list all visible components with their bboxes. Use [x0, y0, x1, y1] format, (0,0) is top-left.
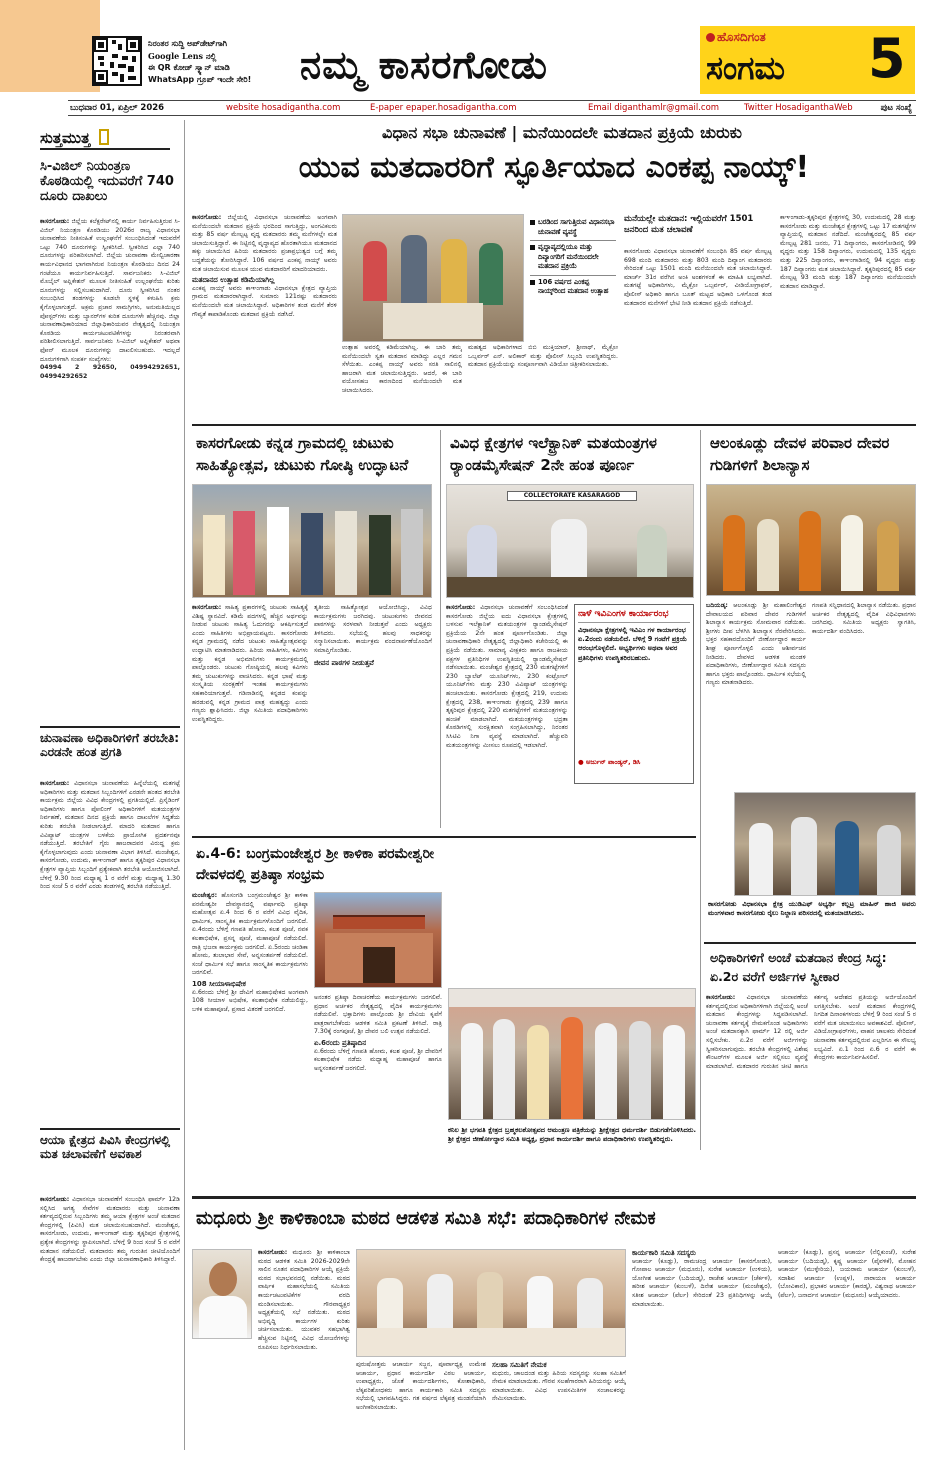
photo-figure	[877, 521, 899, 591]
chutuku-body: ಸಾಹಿತ್ಯ ಪ್ರಕಾರಗಳಲ್ಲಿ ಚುಟುಕು ಸಾಹಿತ್ಯಕ್ಕೆ ವಿಶಿಷ್ಟ ಸ್ಥಾನವಿದೆ. ಕಡಿಮೆ ಪದಗಳಲ್ಲಿ ಹೆಚ್ಚಿನ ಅರ್ಥವನ್ನು ನೀಡುವ ಚುಟುಕು ಸಾಹಿತ್ಯ ಓದುಗರನ್ನು ಆಕರ್ಷಿಸುತ್ತದೆ ಎಂದು ಸಾಹಿತಿಗಳು ಅಭಿಪ್ರಾಯಪಟ್ಟರು. ಕಾಸರಗೋಡು ಕನ್ನಡ ಗ್ರಾಮದಲ್ಲಿ ನಡೆದ ಚುಟುಕು ಸಾಹಿತ್ಯೋತ್ಸವವನ್ನು ಉದ್ಘಾಟಿಸಿ ಮಾತನಾಡಿದರು. ಹಿರಿಯ ಸಾಹಿತಿಗಳು, ಕವಿಗಳು ಮತ್ತು ಕನ್ನಡ ಅಭಿಮಾನಿಗಳು ಕಾರ್ಯಕ್ರಮದಲ್ಲಿ ಪಾಲ್ಗೊಂಡರು. ಚುಟುಕು ಗೋಷ್ಠಿಯಲ್ಲಿ ಹಲವು ಕವಿಗಳು ತಮ್ಮ ಚುಟುಕುಗಳನ್ನು ವಾಚಿಸಿದರು. ಕನ್ನಡ ಭಾಷೆ ಮತ್ತು ಸಂಸ್ಕೃತಿಯ ಸಂರಕ್ಷಣೆಗೆ ಇಂತಹ ಕಾರ್ಯಕ್ರಮಗಳು ಸಹಕಾರಿಯಾಗುತ್ತವೆ. ಗಡಿನಾಡಿನಲ್ಲಿ ಕನ್ನಡದ ಕಂಪನ್ನು ಹರಡುವಲ್ಲಿ ಕನ್ನಡ ಗ್ರಾಮದ ಪಾತ್ರ ಮಹತ್ವದ್ದು ಎಂದು ಗಣ್ಯರು ಶ್ಲಾಘಿಸಿದರು. ಜಿಲ್ಲಾ ಸಮಿತಿಯ ಪದಾಧಿಕಾರಿಗಳು ಉಪಸ್ಥಿತರಿದ್ದರು.	[192, 604, 308, 723]
photo-figure	[561, 1017, 583, 1119]
photo-figure	[629, 1021, 651, 1119]
sidebar-story3-body	[40, 1196, 180, 1446]
qr-line-2: Google Lens ನಲ್ಲಿ	[148, 51, 217, 61]
madhur-col4	[632, 1249, 772, 1449]
sidebar-story3-dateline: ಕಾಸರಗೋಡು:	[40, 1196, 70, 1203]
highlight-item: ವೃದ್ಧಾಪ್ಯದಲ್ಲಿಯೂ ಮತ್ತು ದಿವ್ಯಾಂಗರಿಗೆ ಮನೆಯಿಂದಲೇ ಮತದಾನ ಪ್ರಕ್ರಿಯೆ	[530, 241, 616, 276]
photo-figure	[267, 507, 289, 595]
postal-dateline: ಕಾಸರಗೋಡು:	[706, 994, 736, 1001]
evm-dateline: ಕಾಸರಗೋಡು:	[446, 604, 476, 611]
photo-figure	[447, 577, 694, 598]
postal-headline: ಅಧಿಕಾರಿಗಳಿಗೆ ಅಂಚೆ ಮತದಾನ ಕೇಂದ್ರ ಸಿದ್ಧ: ಏ.2ರ ವರೆಗೆ ಅರ್ಜಿಗಳ ಸ್ವೀಕಾರ	[710, 950, 887, 984]
photo-figure	[479, 243, 503, 305]
temple-dateline: ಬದಿಯಡ್ಕ:	[706, 602, 728, 609]
madhur-col4-subhead: ಕಾರ್ಯಕಾರಿ ಸಮಿತಿ ಸದಸ್ಯರು	[632, 1249, 696, 1257]
sidebar-story2-body	[40, 780, 180, 1120]
chutuku-headline: ಕಾಸರಗೋಡು ಕನ್ನಡ ಗ್ರಾಮದಲ್ಲಿ ಚುಟುಕು ಸಾಹಿತ್ಯೋತ್ಸವ, ಚುಟುಕು ಗೋಷ್ಠಿ ಉದ್ಘಾಟನೆ	[196, 434, 409, 474]
website-link[interactable]: website hosadigantha.com	[226, 103, 341, 113]
sidebar-story3-headline: ಆಯಾ ಕ್ಷೇತ್ರದ ಪಿವಿಸಿ ಕೇಂದ್ರಗಳಲ್ಲಿ ಮತ ಚಲಾವಣೆಗೆ ಅವಕಾಶ	[40, 1128, 180, 1162]
kalika-headline: ಏ.4-6: ಬಂಗ್ರಮಂಜೇಶ್ವರ ಶ್ರೀ ಕಾಳಿಕಾ ಪರಮೇಶ್ವರೀ ದೇವಳದಲ್ಲಿ ಪ್ರತಿಷ್ಠಾ ಸಂಭ್ರಮ	[196, 846, 434, 883]
sidebar-story1-dateline: ಕಾಸರಗೋಡು:	[40, 218, 70, 225]
chutuku-subhead: ಜೀವನ ಪಾಠಗಳ ನೀಡುತ್ತವೆ	[314, 658, 374, 667]
twitter-link[interactable]: Twitter HosadiganthaWeb	[744, 103, 853, 113]
column-label-text: ಸುತ್ತಮುತ್ತ	[40, 129, 91, 147]
kalika-dateline: ಮಂಜೇಶ್ವರ:	[192, 892, 218, 899]
photo-figure	[369, 515, 391, 595]
evm-col1	[446, 604, 568, 828]
kalika-body2: ಏ.6ರಂದು ಬೆಳಿಗ್ಗೆ ಶ್ರೀ ದೇವಿಗೆ ಮಹಾಭಿಷೇಕದ ಅಂಗವಾಗಿ 108 ಸೀಯಾಳ ಅಭಿಷೇಕ, ಕಲಶಾಭಿಷೇಕ ನಡೆಯಲಿದ್ದು, ಬಳಿಕ ಮಹಾಪೂಜೆ, ಪ್ರಸಾದ ವಿತರಣೆ ಜರಗಲಿದೆ.	[192, 988, 308, 1013]
sidebar	[40, 120, 185, 1450]
madhur-col1	[258, 1249, 350, 1449]
madhur-col4-text: ಆಚಾರ್ಯ (ಕೂಡ್ಲು), ರಾಮಚಂದ್ರ ಆಚಾರ್ಯ (ಕಾಸರಗೋಡು), ಗೋಪಾಲ ಆಚಾರ್ಯ (ಮಧೂರು), ಸುರೇಶ ಆಚಾರ್ಯ (ಉಳಿಯ), ಯೋಗೀಶ ಆಚಾರ್ಯ (ಬದಿಯಡ್ಕ), ರಾಜೇಶ ಆಚಾರ್ಯ (ಚೆರ್ಕಳ), ಹರೀಶ ಆಚಾರ್ಯ (ಕುಂಬಳೆ), ದಿನೇಶ ಆಚಾರ್ಯ (ಮಂಜೇಶ್ವರ), ಸತೀಶ ಆಚಾರ್ಯ (ಪೆರ್ಲ) ಸೇರಿದಂತೆ 23 ಪ್ರತಿನಿಧಿಗಳನ್ನು ಆಯ್ಕೆ ಮಾಡಲಾಯಿತು.	[632, 1257, 772, 1308]
temple-body: ಆಲಂಕೂಡ್ಲು ಶ್ರೀ ಮಹಾಲಿಂಗೇಶ್ವರ ದೇವಾಲಯದ ಪರಿವಾರ ದೇವರ ಗುಡಿಗಳಿಗೆ ಶಿಲಾನ್ಯಾಸ ಕಾರ್ಯಕ್ರಮ ಸೋಮವಾರ ನಡೆಯಿತು. ಶ್ರೀಗಳು ದೀಪ ಬೆಳಗಿಸಿ ಶಿಲಾನ್ಯಾಸ ನೆರವೇರಿಸಿದರು. ಭಕ್ತರ ಸಹಕಾರದೊಂದಿಗೆ ಜೀರ್ಣೋದ್ಧಾರ ಕಾರ್ಯ ಶೀಘ್ರ ಪೂರ್ಣಗೊಳ್ಳಲಿ ಎಂದು ಆಶೀರ್ವಚನ ನೀಡಿದರು. ದೇವಳದ ಆಡಳಿತ ಮಂಡಳಿ ಪದಾಧಿಕಾರಿಗಳು, ಜೀರ್ಣೋದ್ಧಾರ ಸಮಿತಿ ಸದಸ್ಯರು ಹಾಗೂ ಭಕ್ತರು ಪಾಲ್ಗೊಂಡರು. ಧಾರ್ಮಿಕ ಸಭೆಯಲ್ಲಿ ಗಣ್ಯರು ಮಾತನಾಡಿದರು.	[706, 602, 806, 687]
photo-figure	[441, 239, 467, 305]
issue-date: ಬುಧವಾರ 01, ಏಪ್ರಿಲ್ 2026	[70, 103, 165, 113]
story-temple	[706, 428, 916, 808]
kalika-subhead1: 108 ಸೀಯಾಳಾಭಿಷೇಕ	[192, 979, 246, 988]
photo-figure	[203, 515, 225, 595]
qr-line-1: ನಿರಂತರ ಸುದ್ದಿ ಅಪ್‌ಡೇಟ್‌ಗಾಗಿ	[148, 39, 228, 48]
photo-figure	[595, 1023, 617, 1119]
photo-figure	[199, 1296, 247, 1339]
photo-figure	[663, 1025, 685, 1119]
sidebar-story1-text: ಜಿಲ್ಲೆಯ ಕಲೆಕ್ಟರೇಟ್‌ನಲ್ಲಿ ಕಾರ್ಯ ನಿರ್ವಹಿಸುತ್ತಿರುವ ಸಿ-ವಿಜಿಲ್ ನಿಯಂತ್ರಣ ಕೊಠಡಿಯು 2026ರ ರಾಜ್ಯ ವಿಧಾನಸಭಾ ಚುನಾವಣೆಯ ನೀತಿಸಂಹಿತೆ ಉಲ್ಲಂಘನೆಗೆ ಸಂಬಂಧಿಸಿದಂತೆ ಇದುವರೆಗೆ ಒಟ್ಟು 740 ದೂರುಗಳನ್ನು ಸ್ವೀಕರಿಸಿದೆ. ಸ್ವೀಕರಿಸಿದ ಎಲ್ಲಾ 740 ದೂರುಗಳನ್ನು ಪರಿಹರಿಸಲಾಗಿದೆ. ಜಿಲ್ಲೆಯ ಚುನಾವಣಾ ಮೇಲ್ವಿಚಾರಣಾ ಕಾರ್ಯವಿಧಾನದ ಭಾಗವಾಗಿರುವ ನಿಯಂತ್ರಣ ಕೊಠಡಿಯು ದಿನದ 24 ಗಂಟೆಯೂ ಕಾರ್ಯನಿರ್ವಹಿಸುತ್ತಿದೆ. ಸಾರ್ವಜನಿಕರು ಸಿ-ವಿಜಿಲ್ ಮೊಬೈಲ್ ಅಪ್ಲಿಕೇಶನ್ ಮೂಲಕ ನೀತಿಸಂಹಿತೆ ಉಲ್ಲಂಘನೆಯ ಕುರಿತು ದೂರುಗಳನ್ನು ಸಲ್ಲಿಸಬಹುದಾಗಿದೆ. ದೂರು ಸ್ವೀಕರಿಸಿದ ನಂತರ ಸಂಬಂಧಿಸಿದ ತಂಡಗಳನ್ನು ಕೂಡಲೇ ಸ್ಥಳಕ್ಕೆ ಕಳುಹಿಸಿ ಕ್ರಮ ಕೈಗೊಳ್ಳಲಾಗುತ್ತದೆ. ಅಕ್ರಮ ಪ್ರಚಾರ ಸಾಮಗ್ರಿಗಳು, ಅನುಮತಿಯಿಲ್ಲದ ಪೋಸ್ಟರ್‌ಗಳು ಮತ್ತು ಬ್ಯಾನರ್‌ಗಳ ಕುರಿತ ದೂರುಗಳೇ ಹೆಚ್ಚಿನವು. ಜಿಲ್ಲಾ ಚುನಾವಣಾಧಿಕಾರಿಯಾದ ಜಿಲ್ಲಾಧಿಕಾರಿಯವರ ನೇತೃತ್ವದಲ್ಲಿ ನಿಯಂತ್ರಣ ಕೊಠಡಿಯ ಕಾರ್ಯಚಟುವಟಿಕೆಗಳನ್ನು ನಿರಂತರವಾಗಿ ಪರಿಶೀಲಿಸಲಾಗುತ್ತಿದೆ. ಸಾರ್ವಜನಿಕರು ಸಿ-ವಿಜಿಲ್ ಅಪ್ಲಿಕೇಶನ್ ಅಥವಾ ಫೋನ್ ಮೂಲಕ ದೂರುಗಳನ್ನು ದಾಖಲಿಸಬಹುದು. ಇದಲ್ಲದೆ ದೂರುಗಳಿಗಾಗಿ ಸಂಪರ್ಕ ಸಂಖ್ಯೆಗಳು:	[40, 218, 180, 363]
masthead	[0, 0, 945, 118]
photo-figure	[401, 235, 427, 305]
railway-caption: ಕಾಸರಗೋಡು ವಿಧಾನಸಭಾ ಕ್ಷೇತ್ರ ಯುಡಿಎಫ್ ಅಭ್ಯರ್ಥಿ ಕಲ್ಲಟ್ರ ಮಾಹಿನ್ ಹಾಜಿ ಅವರು ಮಂಗಳವಾರ ಕಾಸರಗೋಡು ರೈಲು ನಿಲ್ದಾಣ ಪರಿಸರದಲ್ಲಿ ಮತಯಾಚಿಸಿದರು.	[708, 900, 916, 917]
evm-headline: ವಿವಿಧ ಕ್ಷೇತ್ರಗಳ ಇಲೆಕ್ಟ್ರಾನಿಕ್ ಮತಯಂತ್ರಗಳ ರ‍್ಯಾಂಡಮೈಸೇಷನ್ 2ನೇ ಹಂತ ಪೂರ್ಣ	[450, 434, 657, 474]
kalika-subhead2: ಏ.6ರಂದು ಪ್ರತಿಷ್ಠಾದಿನ	[314, 1038, 367, 1047]
sidebar-story1-phones: 04994 2 92650, 04994292651, 04994292652	[40, 364, 180, 380]
story-madhur	[192, 1196, 916, 1452]
evm-body: ವಿಧಾನಸಭಾ ಚುನಾವಣೆಗೆ ಸಂಬಂಧಿಸಿದಂತೆ ಕಾಸರಗೋಡು ಜಿಲ್ಲೆಯ ಐದು ವಿಧಾನಸಭಾ ಕ್ಷೇತ್ರಗಳಲ್ಲಿ ಬಳಸುವ ಇಲೆಕ್ಟ್ರಾನಿಕ್ ಮತಯಂತ್ರಗಳ ರ‍್ಯಾಂಡಮೈಸೇಷನ್ ಪ್ರಕ್ರಿಯೆಯ 2ನೇ ಹಂತ ಪೂರ್ಣಗೊಂಡಿತು. ಜಿಲ್ಲಾ ಚುನಾವಣಾಧಿಕಾರಿ ನೇತೃತ್ವದಲ್ಲಿ ಜಿಲ್ಲಾಧಿಕಾರಿ ಕಚೇರಿಯಲ್ಲಿ ಈ ಪ್ರಕ್ರಿಯೆ ನಡೆಯಿತು. ಸಾಮಾನ್ಯ ವೀಕ್ಷಕರು ಹಾಗೂ ರಾಜಕೀಯ ಪಕ್ಷಗಳ ಪ್ರತಿನಿಧಿಗಳ ಉಪಸ್ಥಿತಿಯಲ್ಲಿ ರ‍್ಯಾಂಡಮೈಸೇಷನ್ ನಡೆಸಲಾಯಿತು. ಮಂಜೇಶ್ವರ ಕ್ಷೇತ್ರದಲ್ಲಿ 230 ಮತಗಟ್ಟೆಗಳಿಗೆ 230 ಬ್ಯಾಲೆಟ್ ಯೂನಿಟ್‌ಗಳು, 230 ಕಂಟ್ರೋಲ್ ಯೂನಿಟ್‌ಗಳು ಮತ್ತು 230 ವಿವಿಪ್ಯಾಟ್ ಯಂತ್ರಗಳನ್ನು ಹಂಚಲಾಯಿತು. ಕಾಸರಗೋಡು ಕ್ಷೇತ್ರದಲ್ಲಿ 219, ಉದುಮ ಕ್ಷೇತ್ರದಲ್ಲಿ 238, ಕಾಞಂಗಾಡು ಕ್ಷೇತ್ರದಲ್ಲಿ 239 ಹಾಗೂ ತೃಕ್ಕರಿಪುರ ಕ್ಷೇತ್ರದಲ್ಲಿ 220 ಮತಗಟ್ಟೆಗಳಿಗೆ ಮತಯಂತ್ರಗಳನ್ನು ಹಂಚಿಕೆ ಮಾಡಲಾಗಿದೆ. ಮತಯಂತ್ರಗಳನ್ನು ಭದ್ರತಾ ಕೊಠಡಿಗಳಲ್ಲಿ ಸುರಕ್ಷಿತವಾಗಿ ಸಂಗ್ರಹಿಸಲಾಗಿದ್ದು, ನಿರಂತರ ಸಿಸಿಟಿವಿ ನಿಗಾ ವ್ಯವಸ್ಥೆ ಮಾಡಲಾಗಿದೆ. ಹೆಚ್ಚುವರಿ ಮತಯಂತ್ರಗಳನ್ನು ಮೀಸಲು ರೂಪದಲ್ಲಿ ಇಡಲಾಗಿದೆ.	[446, 604, 568, 749]
madhur-col3	[492, 1361, 626, 1453]
lead-col1b-text: ಎಂಕಪ್ಪ ನಾಯ್ಕ್ ಅವರು ಕಾಞಂಗಾಡು ವಿಧಾನಸಭಾ ಕ್ಷೇತ್ರದ ವ್ಯಾಪ್ತಿಯ ಗ್ರಾಮದ ಮತದಾರರಾಗಿದ್ದಾರೆ. ಸುಮಾರು 121ರಷ್ಟು ಮತದಾರರು ಮನೆಯಿಂದಲೇ ಮತ ಚಲಾಯಿಸಿದ್ದಾರೆ. ಅಧಿಕಾರಿಗಳ ತಂಡ ಮನೆಗೆ ತೆರಳಿ ಗೌಪ್ಯತೆ ಕಾಪಾಡಿಕೊಂಡು ಮತದಾನ ಪ್ರಕ್ರಿಯೆ ನಡೆಸಿದೆ.	[192, 284, 337, 318]
edition-title: ನಮ್ಮ ಕಾಸರಗೋಡು	[300, 43, 549, 87]
lead-story	[192, 122, 916, 422]
madhur-dateline: ಕಾಸರಗೋಡು:	[258, 1249, 288, 1256]
highlight-item: ಬರಡಿಂದ ಸಾಗುತ್ತಿರುವ ವಿಧಾನಸಭಾ ಚುನಾವಣೆ ವ್ಯವಸ್ಥೆ	[530, 216, 616, 241]
lead-subhead: ಮತದಾನದ ಉತ್ಸಾಹ ಕಡಿಮೆಯಾಗಿಲ್ಲ	[192, 276, 275, 285]
lead-col1	[192, 214, 337, 414]
madhur-col1-text: ಮಧೂರು ಶ್ರೀ ಕಾಳಿಕಾಂಬಾ ಮಠದ ಆಡಳಿತ ಸಮಿತಿ 2026-2029ನೇ ಸಾಲಿನ ನೂತನ ಪದಾಧಿಕಾರಿಗಳ ಆಯ್ಕೆ ಪ್ರಕ್ರಿಯೆ ಮಠದ ಸಭಾಭವನದಲ್ಲಿ ನಡೆಯಿತು. ಮಠದ ವಾರ್ಷಿಕ ಮಹಾಸಭೆಯಲ್ಲಿ ಸಮಿತಿಯ ಕಾರ್ಯಚಟುವಟಿಕೆಗಳ ವರದಿ ಮಂಡಿಸಲಾಯಿತು. ಗೌರವಾಧ್ಯಕ್ಷರ ಅಧ್ಯಕ್ಷತೆಯಲ್ಲಿ ಸಭೆ ನಡೆಯಿತು. ಮಠದ ಅಭಿವೃದ್ಧಿ ಕಾರ್ಯಗಳ ಕುರಿತು ಚರ್ಚಿಸಲಾಯಿತು. ಯುವಕರ ಸಹಭಾಗಿತ್ವ ಹೆಚ್ಚಿಸುವ ನಿಟ್ಟಿನಲ್ಲಿ ವಿವಿಧ ಯೋಜನೆಗಳನ್ನು ರೂಪಿಸಲು ನಿರ್ಧರಿಸಲಾಯಿತು.	[258, 1249, 350, 1351]
evm-photo	[446, 484, 694, 598]
lead-col2: ಉತ್ಸಾಹ ಅವರಲ್ಲಿ ಕಡಿಮೆಯಾಗಿಲ್ಲ. ಈ ಬಾರಿ ತಮ್ಮ ಮನೆಯಿಂದಲೇ ಸ್ವತಃ ಮತದಾನ ಮಾಡಿದ್ದು ಎಲ್ಲರ ಗಮನ ಸೆಳೆಯಿತು. ಎಂಕಪ್ಪ ನಾಯ್ಕ್ ಅವರು ಸರತಿ ಸಾಲಿನಲ್ಲಿ ಹಾಜರಾಗಿ ಮತ ಚಲಾಯಿಸುತ್ತಿದ್ದರು. ಆದರೆ, ಈ ಬಾರಿ ವಯೋಸಹಜ ಕಾರಣದಿಂದ ಮನೆಯಿಂದಲೇ ಮತ ಚಲಾಯಿಸಿದರು.	[342, 344, 462, 394]
brand-logo	[706, 30, 766, 45]
lead-headline: ಯುವ ಮತದಾರರಿಗೆ ಸ್ಫೂರ್ತಿಯಾದ ಎಂಕಪ್ಪ ನಾಯ್ಕ್!	[298, 150, 810, 185]
brand-circle-icon	[706, 33, 715, 42]
book-release-caption: ಕನಿಲ ಶ್ರೀ ಭಗವತಿ ಕ್ಷೇತ್ರದ ಬ್ರಹ್ಮಕಲಶೋತ್ಸವದ ಆಮಂತ್ರಣ ಪತ್ರಿಕೆಯನ್ನು ಶ್ರೀಕ್ಷೇತ್ರದ ಧರ್ಮದರ್ಶಿ ಬಿಡುಗಡೆಗೊಳಿಸಿದರು. ಶ್ರೀ ಕ್ಷೇತ್ರದ ಜೀರ್ಣೋದ್ಧಾರ ಸಮಿತಿ ಅಧ್ಯಕ್ಷ, ಪ್ರಧಾನ ಕಾರ್ಯದರ್ಶಿ ಹಾಗೂ ಪದಾಧಿಕಾರಿಗಳು ಉಪಸ್ಥಿತರಿದ್ದರು.	[448, 1126, 696, 1143]
temple-headline: ಆಲಂಕೂಡ್ಲು ದೇವಳ ಪರಿವಾರ ದೇವರ ಗುಡಿಗಳಿಗೆ ಶಿಲಾನ್ಯಾಸ	[710, 434, 890, 474]
qr-code[interactable]	[92, 36, 142, 86]
lead-col1-text: ಜಿಲ್ಲೆಯಲ್ಲಿ ವಿಧಾನಸಭಾ ಚುನಾವಣೆಯ ಅಂಗವಾಗಿ ಮನೆಯಿಂದಲೇ ಮತದಾನ ಪ್ರಕ್ರಿಯೆ ಭರದಿಂದ ಸಾಗುತ್ತಿದ್ದು, ಅಂಗವಿಕಲರು ಮತ್ತು 85 ವರ್ಷ ಮೇಲ್ಪಟ್ಟ ವೃದ್ಧ ಮತದಾರರು ತಮ್ಮ ಮನೆಗಳಲ್ಲೇ ಮತ ಚಲಾಯಿಸುತ್ತಿದ್ದಾರೆ. ಈ ನಿಟ್ಟಿನಲ್ಲಿ ವೃದ್ಧಾಪ್ಯದ ಹೊರತಾಗಿಯೂ ಮತದಾನದ ಹಕ್ಕು ಚಲಾಯಿಸಿದ ಹಿರಿಯ ಮತದಾರರು ಪ್ರಜಾಪ್ರಭುತ್ವದ ಬಗ್ಗೆ ತಮ್ಮ ಬದ್ಧತೆಯನ್ನು ತೋರಿಸಿದ್ದಾರೆ. 106 ವರ್ಷದ ಎಂಕಪ್ಪ ನಾಯ್ಕ್ ಅವರು ಮತ ಚಲಾಯಿಸುವ ಮೂಲಕ ಯುವ ಮತದಾರರಿಗೆ ಮಾದರಿಯಾದರು.	[192, 214, 337, 273]
chutuku-body2: ತೃತೀಯ ಸಾಹಿತ್ಯೋತ್ಸವ ಆಯೋಜಿಸಿದ್ದು, ವಿವಿಧ ಕಾರ್ಯಕ್ರಮಗಳು ಜರಗಿದವು. ಚುಟುಕುಗಳು ಜೀವನದ ಪಾಠಗಳನ್ನು ಸರಳವಾಗಿ ನೀಡುತ್ತವೆ ಎಂದು ಅಧ್ಯಕ್ಷರು ತಿಳಿಸಿದರು. ಸಭೆಯಲ್ಲಿ ಹಲವು ಸಾಧಕರನ್ನು ಸನ್ಮಾನಿಸಲಾಯಿತು. ಕಾರ್ಯಕ್ರಮ ವಂದನಾರ್ಪಣೆಯೊಂದಿಗೆ ಸಮಾಪ್ತಿಗೊಂಡಿತು.	[314, 604, 432, 654]
section-name: ಸಂಗಮ	[706, 49, 785, 87]
divider	[700, 430, 701, 1150]
highlight-item: 106 ವರ್ಷದ ಎಂಕಪ್ಪ ನಾಯ್ಕ್‌ರಿಂದ ಮತದಾನ ಉತ್ಸಾಹ	[530, 276, 616, 300]
photo-figure	[233, 511, 255, 595]
evm-inset-credit: ● ಅರ್ಜುನ್ ಪಾಂಡ್ಯನ್, ಡಿಸಿ	[578, 758, 641, 766]
photo-figure	[835, 821, 859, 896]
sidebar-story2-headline: ಚುನಾವಣಾ ಅಧಿಕಾರಿಗಳಿಗೆ ತರಬೇತಿ: ಎರಡನೇ ಹಂತ ಪ್ರಗತಿ	[40, 726, 180, 760]
photo-figure	[383, 303, 483, 339]
photo-figure	[799, 511, 821, 591]
collectorate-sign: COLLECTORATE KASARAGOD	[507, 491, 637, 501]
brand-name: ಹೊಸದಿಗಂತ	[717, 30, 766, 44]
madhur-col2: ಪುರುಷೋತ್ತಮ ಆಚಾರ್ಯ ಸಜ್ಜನ, ಪೂರ್ವಾಧ್ಯಕ್ಷ ಉಮೇಶ ಆಚಾರ್ಯ, ಪ್ರಧಾನ ಕಾರ್ಯದರ್ಶಿ ವಿಠಲ ಆಚಾರ್ಯ, ಉಪಾಧ್ಯಕ್ಷರು, ಜೊತೆ ಕಾರ್ಯದರ್ಶಿಗಳು, ಕೋಶಾಧಿಕಾರಿ, ಲೆಕ್ಕಪರಿಶೋಧಕರು ಹಾಗೂ ಕಾರ್ಯಕಾರಿ ಸಮಿತಿ ಸದಸ್ಯರು ಸಭೆಯಲ್ಲಿ ಭಾಗವಹಿಸಿದ್ದರು. ಗತ ವರ್ಷದ ಲೆಕ್ಕಪತ್ರ ಮಂಡನೆಯಾಗಿ ಅಂಗೀಕರಿಸಲಾಯಿತು.	[356, 1361, 486, 1411]
photo-figure	[527, 1025, 549, 1119]
column-label-icon	[99, 129, 109, 145]
madhur-col3-text: ಮಧುರು, ಚಾಲದಂಡ ಮತ್ತು ಹಿರಿಯ ಸದಸ್ಯರನ್ನು ಸಲಹಾ ಸಮಿತಿಗೆ ನೇಮಕ ಮಾಡಲಾಯಿತು. ಗೌರವ ಸಲಹೆಗಾರರಾಗಿ ಹಿರಿಯರನ್ನು ಆಯ್ಕೆ ಮಾಡಲಾಯಿತು. ವಿವಿಧ ಉಪಸಮಿತಿಗಳ ಸಂಚಾಲಕರನ್ನು ನೇಮಿಸಲಾಯಿತು.	[492, 1369, 626, 1403]
email-link[interactable]: Email diganthamlr@gmail.com	[588, 103, 720, 113]
madhur-col3-subhead: ಸಲಹಾ ಸಮಿತಿಗೆ ನೇಮಕ	[492, 1361, 547, 1369]
photo-figure	[333, 915, 425, 929]
sidebar-story2-text: ವಿಧಾನಸಭಾ ಚುನಾವಣೆಯ ಹಿನ್ನೆಲೆಯಲ್ಲಿ ಮತಗಟ್ಟೆ ಅಧಿಕಾರಿಗಳು ಮತ್ತು ಮತದಾನ ಸಿಬ್ಬಂದಿಗಳಿಗೆ ಎರಡನೇ ಹಂತದ ತರಬೇತಿ ಕಾರ್ಯಕ್ರಮ ಜಿಲ್ಲೆಯ ವಿವಿಧ ಕೇಂದ್ರಗಳಲ್ಲಿ ಪ್ರಗತಿಯಲ್ಲಿದೆ. ಪ್ರಿಸೈಡಿಂಗ್ ಅಧಿಕಾರಿಗಳು ಹಾಗೂ ಪೋಲಿಂಗ್ ಅಧಿಕಾರಿಗಳಿಗೆ ಮತಯಂತ್ರಗಳ ನಿರ್ವಹಣೆ, ಮತದಾನ ದಿನದ ಪ್ರಕ್ರಿಯೆ ಹಾಗೂ ದಾಖಲೆಗಳ ಸಿದ್ಧತೆಯ ಕುರಿತು ತರಬೇತಿ ನೀಡಲಾಗುತ್ತಿದೆ. ಮಾದರಿ ಮತದಾನ ಹಾಗೂ ವಿವಿಪ್ಯಾಟ್ ಯಂತ್ರಗಳ ಬಳಕೆಯ ಪ್ರಾಯೋಗಿಕ ಪ್ರದರ್ಶನವೂ ನಡೆಯುತ್ತಿದೆ. ತರಬೇತಿಗೆ ಗೈರು ಹಾಜರಾದವರ ವಿರುದ್ಧ ಕ್ರಮ ಕೈಗೊಳ್ಳಲಾಗುವುದು ಎಂದು ಚುನಾವಣಾ ವಿಭಾಗ ತಿಳಿಸಿದೆ. ಮಂಜೇಶ್ವರ, ಕಾಸರಗೋಡು, ಉದುಮ, ಕಾಞಂಗಾಡ್ ಹಾಗೂ ತೃಕ್ಕರಿಪುರ ವಿಧಾನಸಭಾ ಕ್ಷೇತ್ರಗಳ ವ್ಯಾಪ್ತಿಯ ಸಿಬ್ಬಂದಿಗೆ ಪ್ರತ್ಯೇಕವಾಗಿ ತರಬೇತಿ ಆಯೋಜಿಸಲಾಗಿದೆ. ಬೆಳಿಗ್ಗೆ 9.30 ರಿಂದ ಮಧ್ಯಾಹ್ನ 1 ರ ವರೆಗೆ ಮತ್ತು ಮಧ್ಯಾಹ್ನ 1.30 ರಿಂದ ಸಂಜೆ 5 ರ ವರೆಗೆ ಎರಡು ತಂಡಗಳಲ್ಲಿ ತರಬೇತಿ ನಡೆಯುತ್ತಿದೆ.	[40, 780, 180, 891]
divider	[440, 430, 441, 828]
kalika-body: ಹೊಸಂಗಡಿ ಬಂಗ್ರಮಂಜೇಶ್ವರ ಶ್ರೀ ಕಾಳಿಕಾ ಪರಮೇಶ್ವರೀ ದೇವಸ್ಥಾನದಲ್ಲಿ ವರ್ಷಾವಧಿ ಪ್ರತಿಷ್ಠಾ ಮಹೋತ್ಸವ ಏ.4 ರಿಂದ 6 ರ ವರೆಗೆ ವಿವಿಧ ವೈದಿಕ, ಧಾರ್ಮಿಕ, ಸಾಂಸ್ಕೃತಿಕ ಕಾರ್ಯಕ್ರಮಗಳೊಂದಿಗೆ ಜರಗಲಿದೆ. ಏ.4ರಂದು ಬೆಳಿಗ್ಗೆ ಗಣಪತಿ ಹೋಮ, ಕಲಶ ಪೂಜೆ, ನವಕ ಕಲಶಾಭಿಷೇಕ, ಪ್ರಸನ್ನ ಪೂಜೆ, ಮಹಾಪೂಜೆ ನಡೆಯಲಿದೆ. ರಾತ್ರಿ ಭಜನಾ ಕಾರ್ಯಕ್ರಮ ಜರಗಲಿದೆ. ಏ.5ರಂದು ಚಂಡಿಕಾ ಹೋಮ, ತುಲಾಭಾರ ಸೇವೆ, ಅನ್ನಸಂತರ್ಪಣೆ ನಡೆಯಲಿದೆ. ಸಂಜೆ ಧಾರ್ಮಿಕ ಸಭೆ ಹಾಗೂ ಸಾಂಸ್ಕೃತಿಕ ಕಾರ್ಯಕ್ರಮಗಳು ಜರಗಲಿವೆ.	[192, 892, 308, 977]
epaper-link[interactable]: E-paper epaper.hosadigantha.com	[370, 103, 517, 113]
sidebar-story1-body	[40, 218, 180, 578]
photo-figure	[757, 519, 779, 591]
evm-inset-body: ವಿಧಾನಸಭಾ ಕ್ಷೇತ್ರಗಳಲ್ಲಿ ಇವಿಎಂ ಗಳ ಕಾರ್ಯಾರಂಭ ಏ.2ರಂದು ನಡೆಯಲಿದೆ. ಬೆಳಿಗ್ಗೆ 9 ಗಂಟೆಗೆ ಪ್ರಕ್ರಿಯೆ ಆರಂಭಗೊಳ್ಳಲಿದೆ. ಅಭ್ಯರ್ಥಿಗಳು ಅಥವಾ ಅವರ ಪ್ರತಿನಿಧಿಗಳು ಉಪಸ್ಥಿತರಿರಬಹುದು.	[578, 626, 688, 662]
sidebar-story1-headline: ಸಿ-ವಿಜಿಲ್ ನಿಯಂತ್ರಣ ಕೊಠಡಿಯಲ್ಲಿ ಇದುವರೆಗೆ 740 ದೂರು ದಾಖಲು	[40, 159, 174, 204]
photo-figure	[357, 1328, 626, 1357]
evm-inset	[574, 604, 694, 784]
qr-line-4: WhatsApp ಗ್ರೂಪ್ ಇಂದೇ ಸೇರಿ!	[148, 75, 252, 84]
qr-instructions	[148, 38, 298, 86]
qr-code-icon	[94, 38, 140, 84]
lead-photo	[342, 214, 524, 342]
section-panel	[700, 26, 915, 94]
temple-col1	[706, 602, 806, 802]
chutuku-col2	[314, 604, 432, 838]
photo-figure	[877, 825, 901, 896]
sidebar-column-label	[40, 128, 170, 150]
railway-photo	[734, 792, 916, 896]
photo-figure	[335, 511, 357, 595]
photo-figure	[841, 515, 863, 591]
story-postal	[706, 944, 916, 1184]
madhur-headline: ಮಧೂರು ಶ್ರೀ ಕಾಳಿಕಾಂಬಾ ಮಠದ ಆಡಳಿತ ಸಮಿತಿ ಸಭೆ: ಪದಾಧಿಕಾರಿಗಳ ನೇಮಕ	[196, 1208, 656, 1229]
page-number: 5	[868, 27, 906, 90]
kalika-temple-photo	[314, 892, 442, 988]
photo-figure	[449, 989, 696, 1007]
kalika-body3: ಅನಂತರ ಪ್ರತಿಷ್ಠಾ ದಿನಾಚರಣೆಯ ಕಾರ್ಯಕ್ರಮಗಳು ಜರಗಲಿವೆ. ಪ್ರಧಾನ ಅರ್ಚಕರ ನೇತೃತ್ವದಲ್ಲಿ ವೈದಿಕ ಕಾರ್ಯಕ್ರಮಗಳು ನಡೆಯಲಿವೆ. ಭಕ್ತಾದಿಗಳು ಪಾಲ್ಗೊಂಡು ಶ್ರೀ ದೇವಿಯ ಕೃಪೆಗೆ ಪಾತ್ರರಾಗಬೇಕೆಂದು ಆಡಳಿತ ಸಮಿತಿ ಪ್ರಕಟಣೆ ತಿಳಿಸಿದೆ. ರಾತ್ರಿ 7.30ಕ್ಕೆ ರಂಗಪೂಜೆ, ಶ್ರೀ ದೇವರ ಬಲಿ ಉತ್ಸವ ನಡೆಯಲಿದೆ.	[314, 994, 442, 1036]
madhur-meeting-photo	[356, 1249, 626, 1357]
sidebar-story2-dateline: ಕಾಸರಗೋಡು:	[40, 780, 70, 787]
lead-dateline: ಕಾಸರಗೋಡು:	[192, 214, 222, 221]
divider	[192, 836, 696, 838]
photo-figure	[493, 1019, 515, 1119]
story-evm	[446, 428, 694, 828]
sidebar-story3-text: ವಿಧಾನಸಭಾ ಚುನಾವಣೆಗೆ ಸಂಬಂಧಿಸಿ ಫಾರ್ಮ್ 12ಡಿ ಸಲ್ಲಿಸಿದ ಅಗತ್ಯ ಸೇವೆಗಳ ಮತದಾರರು ಮತ್ತು ಚುನಾವಣಾ ಕರ್ತವ್ಯದಲ್ಲಿರುವ ಸಿಬ್ಬಂದಿಗಳು ತಮ್ಮ ಆಯಾ ಕ್ಷೇತ್ರಗಳ ಅಂಚೆ ಮತದಾನ ಕೇಂದ್ರಗಳಲ್ಲಿ (ಪಿವಿಸಿ) ಮತ ಚಲಾಯಿಸಬಹುದಾಗಿದೆ. ಮಂಜೇಶ್ವರ, ಕಾಸರಗೋಡು, ಉದುಮ, ಕಾಞಂಗಾಡ್ ಮತ್ತು ತೃಕ್ಕರಿಪುರ ಕ್ಷೇತ್ರಗಳಲ್ಲಿ ಪ್ರತ್ಯೇಕ ಕೇಂದ್ರಗಳನ್ನು ಸ್ಥಾಪಿಸಲಾಗಿದೆ. ಬೆಳಿಗ್ಗೆ 9 ರಿಂದ ಸಂಜೆ 5 ರ ವರೆಗೆ ಮತದಾನ ನಡೆಯಲಿದೆ. ಮತದಾರರು ತಮ್ಮ ಗುರುತಿನ ಚೀಟಿಯೊಂದಿಗೆ ಕೇಂದ್ರಕ್ಕೆ ಹಾಜರಾಗಬೇಕು ಎಂದು ಜಿಲ್ಲಾ ಚುನಾವಣಾಧಿಕಾರಿ ತಿಳಿಸಿದ್ದಾರೆ.	[40, 1196, 180, 1264]
temple-photo	[706, 484, 916, 596]
photo-figure	[301, 513, 323, 595]
photo-figure	[723, 515, 745, 591]
chutuku-col1	[192, 604, 308, 838]
masthead-orange-stripe	[0, 0, 100, 92]
lead-side-body: ಕಾಸರಗೋಡು ವಿಧಾನಸಭಾ ಚುನಾವಣೆಗೆ ಸಂಬಂಧಿಸಿ 85 ವರ್ಷ ಮೇಲ್ಪಟ್ಟ 698 ಮಂದಿ ಮತದಾರರು ಮತ್ತು 803 ಮಂದಿ ದಿವ್ಯಾಂಗ ಮತದಾರರು ಸೇರಿದಂತೆ ಒಟ್ಟು 1501 ಮಂದಿ ಮನೆಯಿಂದಲೇ ಮತ ಚಲಾಯಿಸಿದ್ದಾರೆ. ಮಾರ್ಚ್ 31ರ ವರೆಗಿನ ಅಂಕಿ ಅಂಶಗಳಂತೆ ಈ ಮಾಹಿತಿ ಲಭ್ಯವಾಗಿದೆ. ಮತಗಟ್ಟೆ ಅಧಿಕಾರಿಗಳು, ಮೈಕ್ರೋ ಒಬ್ಸರ್ವರ್, ವೀಡಿಯೋಗ್ರಾಫರ್, ಪೊಲೀಸ್ ಅಧಿಕಾರಿ ಹಾಗೂ ಬೂತ್ ಮಟ್ಟದ ಅಧಿಕಾರಿ ಒಳಗೊಂಡ ತಂಡ ಮತದಾರರ ಮನೆಗಳಿಗೆ ಭೇಟಿ ನೀಡಿ ಮತದಾನ ಪ್ರಕ್ರಿಯೆ ನಡೆಸುತ್ತಿದೆ.	[624, 248, 772, 307]
lead-highlights	[530, 216, 616, 300]
divider	[192, 424, 916, 426]
chutuku-dateline: ಕಾಸರಗೋಡು:	[192, 604, 222, 611]
info-bar	[68, 100, 916, 116]
pages-label: ಪುಟ ಸಂಖ್ಯೆ	[880, 103, 912, 113]
book-release-photo	[448, 988, 696, 1120]
lead-kicker: ವಿಧಾನ ಸಭಾ ಚುನಾವಣೆ | ಮನೆಯಿಂದಲೇ ಮತದಾನ ಪ್ರಕ್ರಿಯೆ ಚುರುಕು	[382, 123, 742, 142]
photo-figure	[363, 241, 387, 301]
lead-col3: ಮಹತ್ವದ ಅಧಿಕಾರಿಗಳಾದ ಬಿಬಿ ಮುಕ್ತಿಯಾರ್, ಶ್ರೀನಾಥ್, ಮೈಕ್ರೋ ಒಬ್ಸರ್ವರ್ ಎನ್. ಅಲಿಕಾರ್ ಮತ್ತು ಪೊಲೀಸ್ ಸಿಬ್ಬಂದಿ ಉಪಸ್ಥಿತರಿದ್ದರು. ಮತದಾನ ಪ್ರಕ್ರಿಯೆಯನ್ನು ಸಂಪೂರ್ಣವಾಗಿ ವಿಡಿಯೋ ಚಿತ್ರೀಕರಿಸಲಾಯಿತು.	[468, 344, 618, 369]
chutuku-photo	[192, 484, 432, 598]
credit-icon: ●	[578, 758, 584, 766]
lead-right-body: ಕಾಞಂಗಾಡು-ತೃಕ್ಕರಿಪುರ ಕ್ಷೇತ್ರಗಳಲ್ಲಿ 30, ಉದುಮದಲ್ಲಿ 28 ಮತ್ತು ಕಾಸರಗೋಡು ಮತ್ತು ಮಂಜೇಶ್ವರ ಕ್ಷೇತ್ರಗಳಲ್ಲಿ ಒಟ್ಟು 17 ಮತಗಟ್ಟೆಗಳ ವ್ಯಾಪ್ತಿಯಲ್ಲಿ ಮತದಾನ ನಡೆದಿದೆ. ಮಂಜೇಶ್ವರದಲ್ಲಿ 85 ವರ್ಷ ಮೇಲ್ಪಟ್ಟ 281 ಜನರು, 71 ದಿವ್ಯಾಂಗರು, ಕಾಸರಗೋಡಿನಲ್ಲಿ 99 ವೃದ್ಧರು ಮತ್ತು 158 ದಿವ್ಯಾಂಗರು, ಉದುಮದಲ್ಲಿ 135 ವೃದ್ಧರು ಮತ್ತು 225 ದಿವ್ಯಾಂಗರು, ಕಾಞಂಗಾಡಿನಲ್ಲಿ 94 ವೃದ್ಧರು ಮತ್ತು 187 ದಿವ್ಯಾಂಗರು ಮತ ಚಲಾಯಿಸಿದ್ದಾರೆ. ತೃಕ್ಕರಿಪುರದಲ್ಲಿ 85 ವರ್ಷ ಮೇಲ್ಪಟ್ಟ 93 ಮಂದಿ ಮತ್ತು 187 ದಿವ್ಯಾಂಗರು ಮನೆಯಿಂದಲೇ ಮತದಾನ ಮಾಡಿದ್ದಾರೆ.	[780, 214, 916, 290]
temple-col2: ಗಣಪತಿ ಸನ್ನಿಧಾನದಲ್ಲಿ ಶಿಲಾನ್ಯಾಸ ನಡೆಯಿತು. ಪ್ರಧಾನ ಅರ್ಚಕರ ನೇತೃತ್ವದಲ್ಲಿ ವೈದಿಕ ವಿಧಿವಿಧಾನಗಳು ಜರಗಿದವು. ಸಮಿತಿಯ ಅಧ್ಯಕ್ಷರು ಸ್ವಾಗತಿಸಿ, ಕಾರ್ಯದರ್ಶಿ ವಂದಿಸಿದರು.	[812, 602, 916, 635]
photo-figure	[401, 509, 423, 595]
kalika-body4: ಏ.6ರಂದು ಬೆಳಿಗ್ಗೆ ಗಣಪತಿ ಹೋಮ, ಕಲಶ ಪೂಜೆ, ಶ್ರೀ ದೇವರಿಗೆ ಕಲಶಾಭಿಷೇಕ ನಡೆದು ಮಧ್ಯಾಹ್ನ ಮಹಾಪೂಜೆ ಹಾಗೂ ಅನ್ನಸಂತರ್ಪಣೆ ಜರಗಲಿದೆ.	[314, 1047, 442, 1072]
madhur-col5: ಆಚಾರ್ಯ (ಕೂಡ್ಲು), ಪ್ರಸನ್ನ ಆಚಾರ್ಯ (ನೆಲ್ಲಿಕುಂಜೆ), ಸುರೇಶ ಆಚಾರ್ಯ (ಬದಿಯಡ್ಕ), ಕೃಷ್ಣ ಆಚಾರ್ಯ (ಪೈವಳಿಕೆ), ಮೋಹನ ಆಚಾರ್ಯ (ಮುಳ್ಳೇರಿಯ), ಜಯರಾಮ ಆಚಾರ್ಯ (ಕುಂಬಳೆ), ಸದಾಶಿವ ಆಚಾರ್ಯ (ಉಪ್ಪಳ), ನಾರಾಯಣ ಆಚಾರ್ಯ (ಬೋವಿಕಾನ), ಪ್ರಭಾಕರ ಆಚಾರ್ಯ (ಕಾರಡ್ಕ), ವಿಶ್ವನಾಥ ಆಚಾರ್ಯ (ಪೆರ್ಲ), ಜನಾರ್ದನ ಆಚಾರ್ಯ (ಮಧೂರು) ಆಯ್ಕೆಯಾದರು.	[778, 1249, 916, 1299]
lead-side-headline: ಮನೆಯಲ್ಲೇ ಮತದಾನ: ಇಲ್ಲಿಯವರೆಗೆ 1501 ಜನರಿಂದ ಮತ ಚಲಾವಣೆ	[624, 214, 754, 235]
photo-figure	[461, 1023, 483, 1119]
story-chutuku	[192, 428, 432, 838]
madhur-portrait	[192, 1249, 252, 1339]
photo-figure	[209, 1262, 237, 1296]
qr-line-3: ಈ QR ಕೋಡ್ ಸ್ಕ್ಯಾನ್ ಮಾಡಿ	[148, 63, 230, 72]
photo-figure	[791, 817, 817, 896]
postal-body-text: ವಿಧಾನಸಭಾ ಚುನಾವಣೆಯ ಕರ್ತವ್ಯದಲ್ಲಿರುವ ಅಧಿಕಾರಿಗಳಿಗಾಗಿ ಜಿಲ್ಲೆಯಲ್ಲಿ ಅಂಚೆ ಮತದಾನ ಕೇಂದ್ರಗಳನ್ನು ಸಿದ್ಧಪಡಿಸಲಾಗಿದೆ. ಚುನಾವಣಾ ಕರ್ತವ್ಯಕ್ಕೆ ನೇಮಕಗೊಂಡ ಅಧಿಕಾರಿಗಳು ಅಂಚೆ ಮತದಾನಕ್ಕಾಗಿ ಫಾರ್ಮ್ 12 ರಲ್ಲಿ ಅರ್ಜಿ ಸಲ್ಲಿಸಬೇಕು. ಏ.2ರ ವರೆಗೆ ಅರ್ಜಿಗಳನ್ನು ಸ್ವೀಕರಿಸಲಾಗುವುದು. ತರಬೇತಿ ಕೇಂದ್ರಗಳಲ್ಲಿ ವಿಶೇಷ ಕೌಂಟರ್‌ಗಳ ಮೂಲಕ ಅರ್ಜಿ ಸಲ್ಲಿಸಲು ವ್ಯವಸ್ಥೆ ಮಾಡಲಾಗಿದೆ. ಮತದಾರರ ಗುರುತಿನ ಚೀಟಿ ಹಾಗೂ ಕರ್ತವ್ಯ ಆದೇಶದ ಪ್ರತಿಯನ್ನು ಅರ್ಜಿಯೊಂದಿಗೆ ಲಗತ್ತಿಸಬೇಕು. ಅಂಚೆ ಮತದಾನ ಕೇಂದ್ರಗಳಲ್ಲಿ ನಿಗದಿತ ದಿನಾಂಕಗಳಂದು ಬೆಳಿಗ್ಗೆ 9 ರಿಂದ ಸಂಜೆ 5 ರ ವರೆಗೆ ಮತ ಚಲಾಯಿಸಲು ಅವಕಾಶವಿದೆ. ಪೊಲೀಸ್, ವಿಡಿಯೋಗ್ರಾಫರ್‌ಗಳು, ವಾಹನ ಚಾಲಕರು ಸೇರಿದಂತೆ ಚುನಾವಣಾ ಕರ್ತವ್ಯದಲ್ಲಿರುವ ಎಲ್ಲರಿಗೂ ಈ ಸೌಲಭ್ಯ ಲಭ್ಯವಿದೆ. ಏ.1 ರಿಂದ ಏ.6 ರ ವರೆಗೆ ಈ ಕೇಂದ್ರಗಳು ಕಾರ್ಯನಿರ್ವಹಿಸಲಿವೆ.	[706, 994, 916, 1070]
evm-inset-title: ನಾಳೆ ಇವಿಎಂಗಳ ಕಾರ್ಯಾರಂಭ	[578, 608, 690, 623]
postal-body	[706, 994, 916, 1182]
photo-figure	[363, 947, 395, 983]
photo-figure	[749, 823, 773, 896]
